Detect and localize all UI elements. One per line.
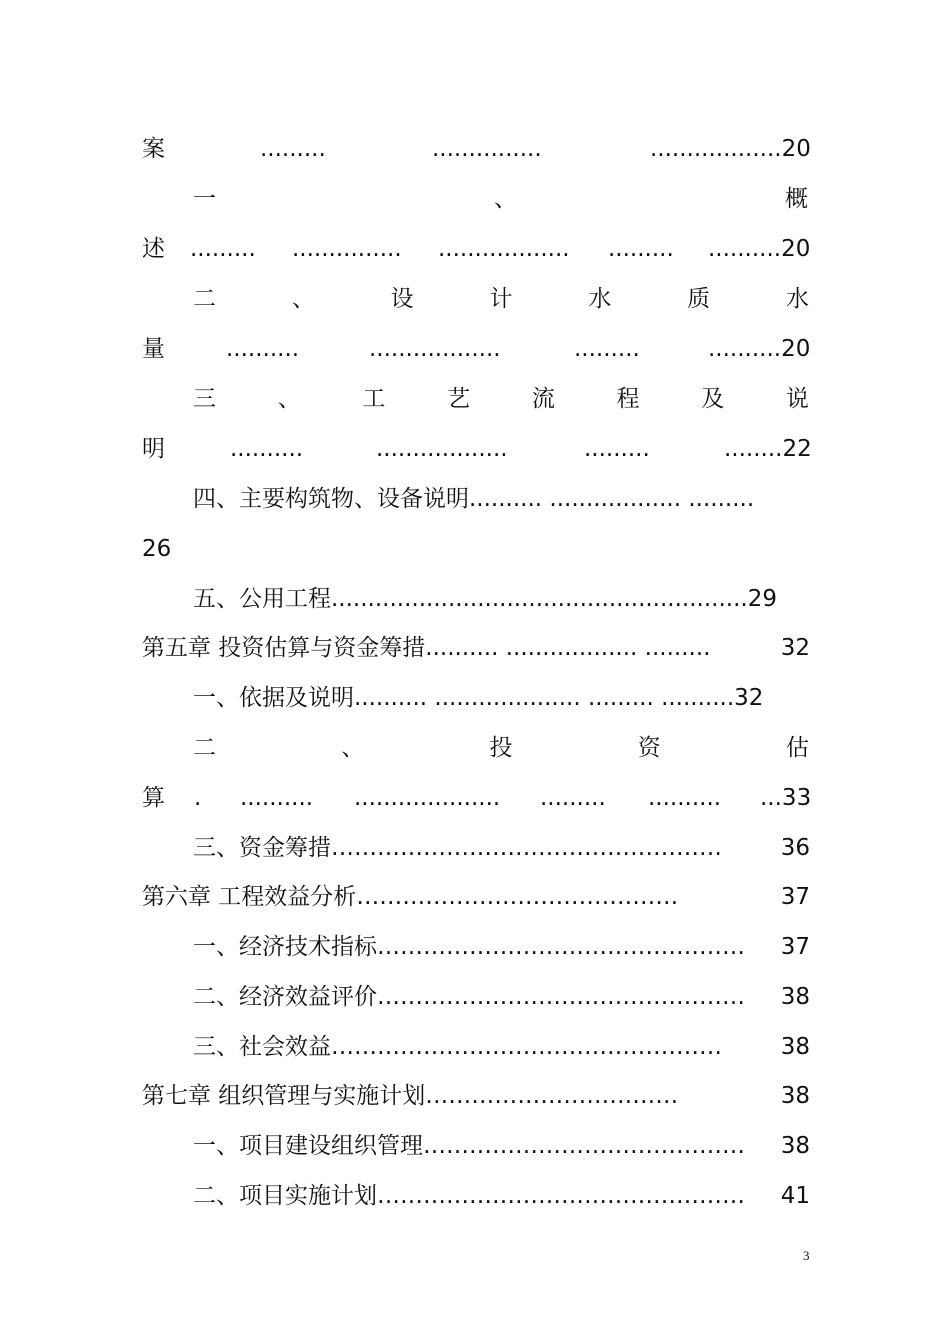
toc-row-19-page: 38	[780, 1034, 810, 1060]
toc-row-18-page: 38	[780, 984, 810, 1010]
toc-row-7-a: 明	[142, 436, 165, 462]
toc-row-22-page: 41	[780, 1183, 810, 1209]
toc-row-7-c: ..................	[376, 436, 508, 462]
toc-row-6-c0: 三	[193, 386, 216, 412]
toc-row-4-c3: 计	[489, 286, 513, 312]
toc-row-16-page: 37	[780, 884, 810, 910]
toc-row-3-d: ..................	[438, 236, 570, 262]
toc-row-13-c1: 、	[341, 735, 365, 761]
toc-row-5-a: 量	[142, 336, 165, 362]
toc-row-14-b: .	[194, 785, 202, 811]
toc-row-3-e: .........	[608, 236, 674, 262]
toc-row-6-c6: 及	[701, 386, 725, 412]
toc-row-14-a: 算	[142, 785, 165, 811]
toc-row-14-c: ..........	[240, 785, 314, 811]
toc-row-10: 五、公用工程.........................................................29	[193, 586, 777, 612]
toc-row-14-g: ...33	[760, 785, 812, 811]
toc-row-21-text: 一、项目建设组织管理……………………………………	[193, 1133, 745, 1159]
toc-row-7-b: ..........	[230, 436, 304, 462]
toc-row-14-f: ..........	[648, 785, 722, 811]
toc-row-4-c1: 、	[291, 286, 315, 312]
toc-row-2-b: 、	[494, 186, 517, 212]
toc-row-6-c3: 艺	[447, 386, 471, 412]
toc-row-13	[193, 733, 809, 763]
toc-row-1-c: ...............	[432, 136, 542, 162]
toc-row-3-f: ..........20	[708, 236, 811, 262]
toc-row-2-a: 一	[193, 186, 216, 212]
toc-row-11-text: 第五章 投资估算与资金筹措.......... .................. .........	[142, 635, 711, 661]
toc-row-6-c4: 流	[531, 386, 555, 412]
toc-row-5-b: ..........	[226, 336, 300, 362]
toc-row-7-e: ........22	[724, 436, 812, 462]
toc-row-4-c4: 水	[588, 286, 612, 312]
toc-row-16-text: 第六章 工程效益分析……………………………………	[142, 884, 679, 910]
toc-row-13-c3: 资	[637, 735, 661, 761]
toc-row-11-page: 32	[780, 635, 810, 661]
toc-row-15-page: 36	[780, 835, 810, 861]
toc-row-8: 四、主要构筑物、设备说明.......... .................. .........	[193, 486, 755, 512]
toc-row-2-c: 概	[785, 186, 808, 212]
toc-row-13-c4: 估	[786, 735, 809, 761]
toc-row-20-text: 第七章 组织管理与实施计划……………………………	[142, 1083, 679, 1109]
toc-row-13-c0: 二	[193, 735, 216, 761]
toc-row-6-c5: 程	[616, 386, 640, 412]
toc-row-1-a: 案	[142, 136, 165, 162]
toc-row-18-text: 二、经济效益评价…………………………………………	[193, 984, 745, 1010]
toc-row-6-c7: 说	[785, 386, 809, 412]
toc-row-7-d: .........	[584, 436, 650, 462]
toc-row-6-c2: 工	[362, 386, 386, 412]
toc-row-5-d: .........	[574, 336, 640, 362]
toc-row-4	[193, 284, 809, 314]
toc-row-19-text: 三、社会效益……………………………………………	[193, 1034, 722, 1060]
toc-row-3-c: ...............	[292, 236, 402, 262]
toc-row-1-d: ..................20	[650, 136, 811, 162]
toc-row-3-b: .........	[190, 236, 256, 262]
toc-row-12: 一、依据及说明.......... .................... ......... ..........32	[193, 685, 764, 711]
toc-row-21-page: 38	[780, 1133, 810, 1159]
toc-row-4-c5: 质	[687, 286, 711, 312]
toc-row-15-text: 三、资金筹措……………………………………………	[193, 835, 722, 861]
toc-row-9: 26	[142, 536, 172, 562]
toc-row-14-d: ....................	[354, 785, 501, 811]
toc-row-4-c0: 二	[193, 286, 216, 312]
toc-row-5-e: ..........20	[708, 336, 811, 362]
toc-row-6	[193, 384, 809, 414]
toc-row-6-c1: 、	[277, 386, 301, 412]
toc-row-22-text: 二、项目实施计划…………………………………………	[193, 1183, 745, 1209]
toc-row-14-e: .........	[540, 785, 606, 811]
toc-row-4-c2: 设	[390, 286, 414, 312]
toc-row-20-page: 38	[780, 1083, 810, 1109]
toc-row-1-b: .........	[260, 136, 326, 162]
footer-page-number: 3	[803, 1248, 810, 1263]
toc-row-17-text: 一、经济技术指标…………………………………………	[193, 934, 745, 960]
toc-row-4-c6: 水	[785, 286, 809, 312]
toc-row-13-c2: 投	[489, 735, 513, 761]
toc-row-17-page: 37	[780, 934, 810, 960]
toc-row-5-c: ..................	[369, 336, 501, 362]
toc-row-3-a: 述	[142, 236, 165, 262]
